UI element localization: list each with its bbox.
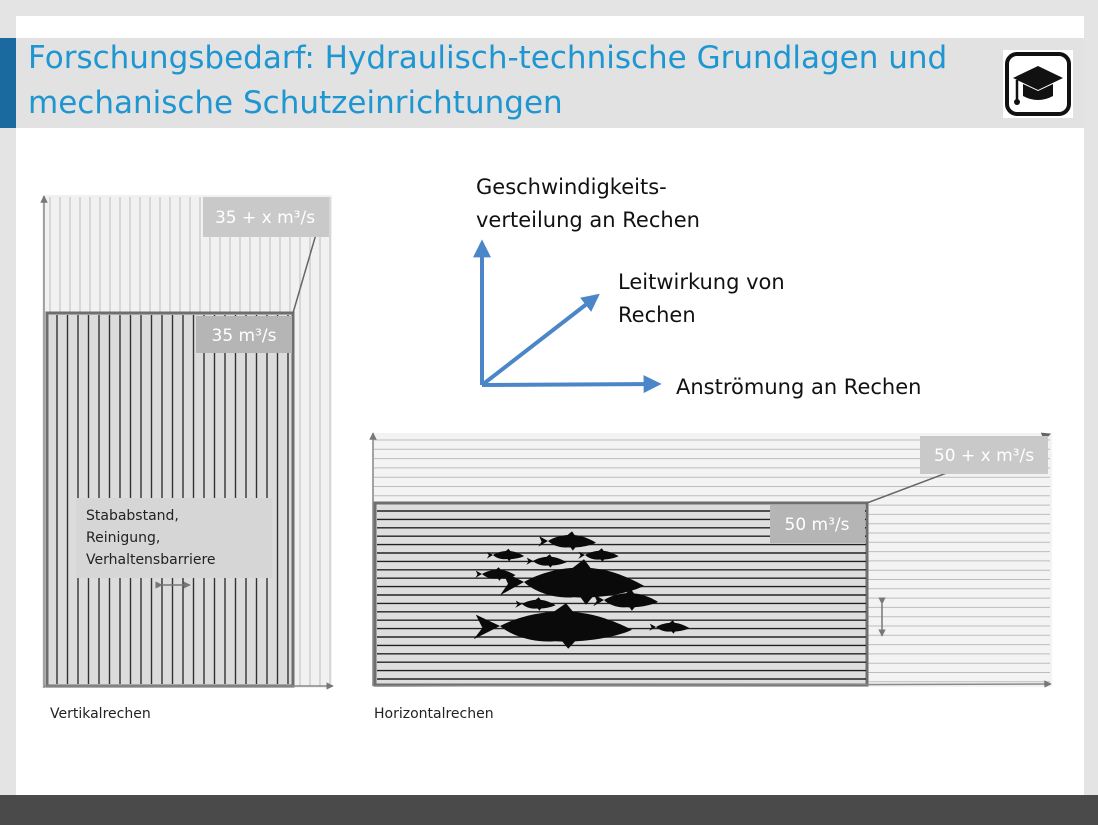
approach-flow-label: Anströmung an Rechen [676,375,922,399]
page-title-line-1: Forschungsbedarf: Hydraulisch-technische Grundlagen und [28,40,948,76]
approach-flow-arrow [482,384,658,385]
research-topic-cleaning: Reinigung, [86,530,161,546]
vertical-rack [42,195,333,722]
velocity-distribution-label-2: verteilung an Rechen [476,208,700,232]
velocity-distribution-label-1: Geschwindigkeits- [476,175,667,199]
vertical-rack-large-flow-label: 35 + x m³/s [214,208,316,228]
horizontal-rack [372,433,1052,722]
guidance-effect-label-2: Rechen [618,303,696,327]
research-topic-behavior-barrier: Verhaltensbarriere [86,552,216,568]
footer-bar [0,795,1098,825]
horizontal-rack-caption: Horizontalrechen [374,706,494,722]
horizontal-rack-small-flow-label: 50 m³/s [784,515,850,535]
guidance-effect-label-1: Leitwirkung von [618,270,785,294]
guidance-effect-arrow [482,296,597,385]
vertical-rack-caption: Vertikalrechen [50,706,151,722]
research-topic-bar-spacing: Stababstand, [86,508,179,524]
velocity-axes [476,175,921,399]
vertical-rack-small-flow-label: 35 m³/s [211,326,277,346]
horizontal-rack-large-flow-label: 50 + x m³/s [933,446,1035,466]
page-title-line-2: mechanische Schutzeinrichtungen [28,85,563,121]
